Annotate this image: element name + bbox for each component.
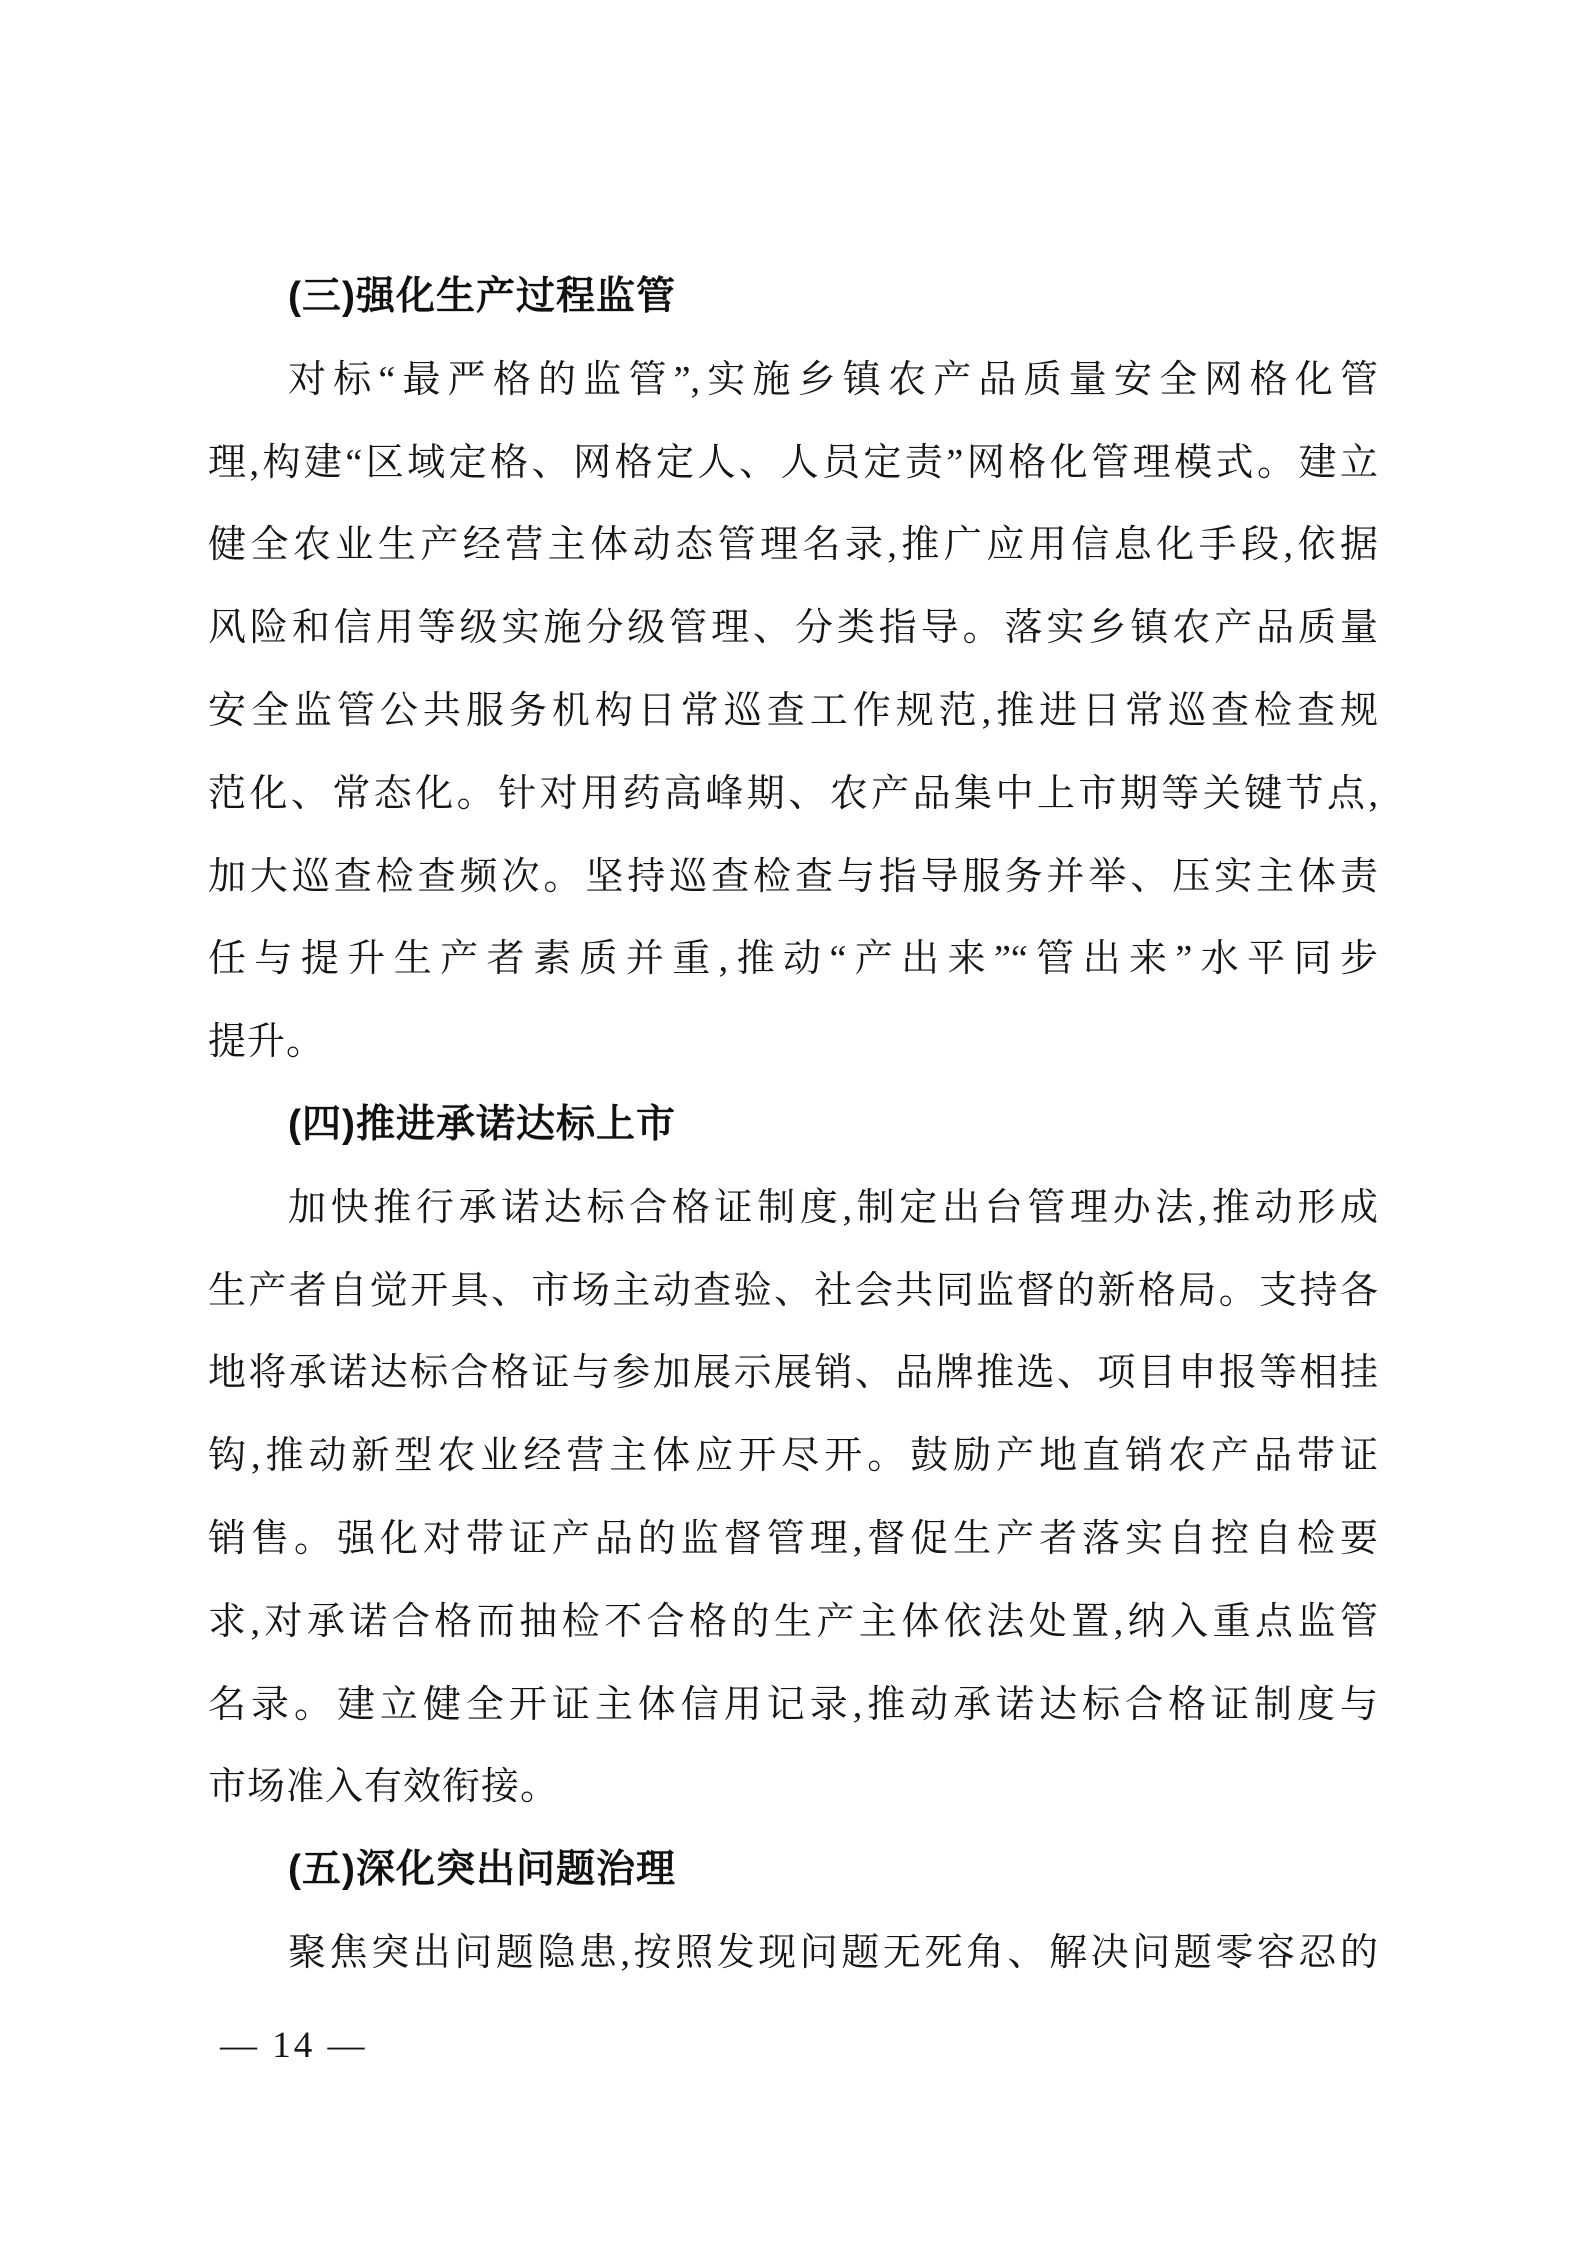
section-heading: (四)推进承诺达标上市 (288, 1102, 676, 1146)
paragraph-line: 理,构建“区域定格、网格定人、人员定责”网格化管理模式。建立 (208, 441, 1378, 484)
paragraph-line: 任与提升生产者素质并重,推动“产出来”“管出来”水平同步 (208, 938, 1378, 981)
paragraph-line: 加大巡查检查频次。坚持巡查检查与指导服务并举、压实主体责 (208, 855, 1378, 898)
section-4 (208, 1084, 1378, 1829)
paragraph-line: 地将承诺达标合格证与参加展示展销、品牌推选、项目申报等相挂 (208, 1352, 1378, 1395)
section-paragraph (208, 339, 1378, 1084)
page-number: — 14 — (220, 2025, 368, 2066)
section-paragraph (208, 1167, 1378, 1829)
paragraph-line: 提升。 (208, 1021, 326, 1064)
section-3 (208, 256, 1378, 1084)
paragraph-line: 钩,推动新型农业经营主体应开尽开。鼓励产地直销农产品带证 (208, 1435, 1378, 1478)
paragraph-line: 加快推行承诺达标合格证制度,制定出台管理办法,推动形成 (288, 1186, 1378, 1229)
section-5 (208, 1829, 1378, 1995)
paragraph-line: 对标“最严格的监管”,实施乡镇农产品质量安全网格化管 (288, 358, 1378, 401)
paragraph-line: 销售。强化对带证产品的监督管理,督促生产者落实自控自检要 (208, 1517, 1378, 1560)
paragraph-line: 安全监管公共服务机构日常巡查工作规范,推进日常巡查检查规 (208, 689, 1378, 732)
paragraph-line: 聚焦突出问题隐患,按照发现问题无死角、解决问题零容忍的 (288, 1931, 1378, 1974)
paragraph-line: 市场准入有效衔接。 (208, 1766, 560, 1809)
section-heading: (三)强化生产过程监管 (288, 275, 676, 318)
paragraph-line: 求,对承诺合格而抽检不合格的生产主体依法处置,纳入重点监管 (208, 1600, 1378, 1643)
section-heading: (五)深化突出问题治理 (288, 1848, 676, 1892)
document-content (208, 256, 1378, 1995)
section-paragraph (208, 1912, 1378, 1995)
paragraph-line: 生产者自觉开具、市场主动查验、社会共同监督的新格局。支持各 (208, 1269, 1378, 1312)
paragraph-line: 风险和信用等级实施分级管理、分类指导。落实乡镇农产品质量 (208, 607, 1378, 650)
paragraph-line: 健全农业生产经营主体动态管理名录,推广应用信息化手段,依据 (208, 524, 1378, 567)
paragraph-line: 名录。建立健全开证主体信用记录,推动承诺达标合格证制度与 (208, 1683, 1378, 1726)
paragraph-line: 范化、常态化。针对用药高峰期、农产品集中上市期等关键节点, (208, 772, 1378, 815)
